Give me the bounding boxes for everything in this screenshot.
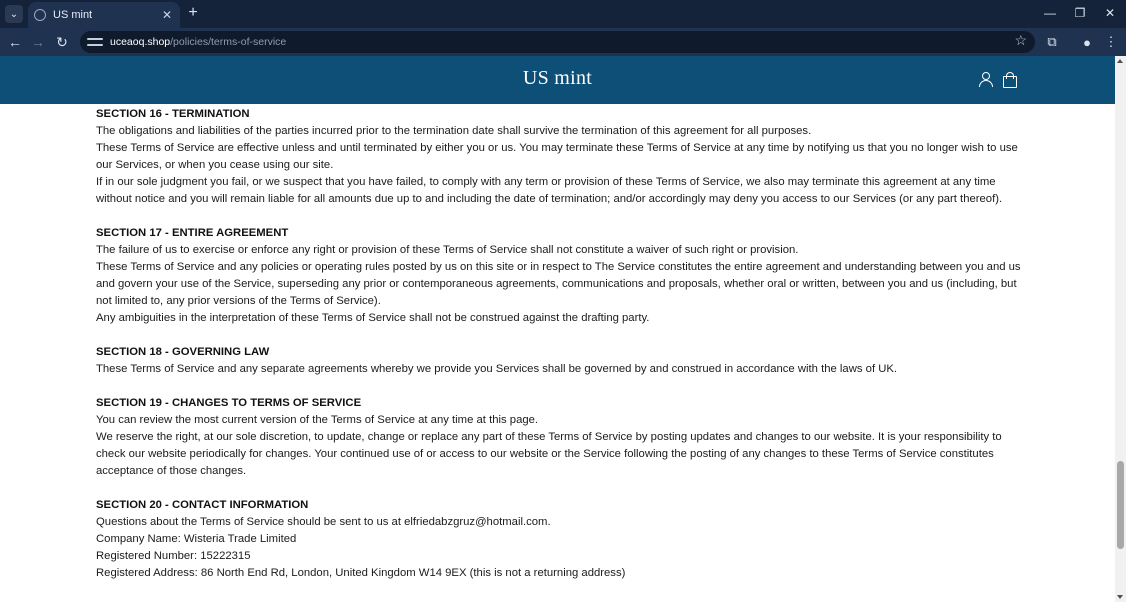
tab-search-icon[interactable]: ⌄ [5, 5, 23, 23]
profile-icon[interactable]: ● [1083, 34, 1091, 50]
section-changes-to-terms [96, 395, 1026, 480]
section-termination [96, 106, 1026, 208]
address-bar[interactable] [80, 31, 1035, 53]
forward-arrow-icon[interactable]: → [31, 34, 45, 50]
section-paragraph: These Terms of Service and any policies or operating rules posted by us on this site or in respect to The Service constitutes the entire agreement and understanding between you and us and govern your use of the Service, superseding any prior or contemporaneous agreements, communications and proposals, whether oral or written, between you and us (including, but not limited to, any prior versions of the Terms of Service). [96, 261, 1021, 307]
section-paragraph: Registered Address: 86 North End Rd, London, United Kingdom W14 9EX (this is not a returning address) [96, 567, 626, 579]
cart-bag-icon[interactable] [1002, 72, 1018, 88]
section-paragraph: The failure of us to exercise or enforce any right or provision of these Terms of Service shall not constitute a waiver of such right or provision. [96, 244, 799, 256]
section-paragraph: These Terms of Service are effective unless and until terminated by either you or us. You may terminate these Terms of Service at any time by notifying us that you no longer wish to use our Services, or when you cease using our site. [96, 142, 1018, 171]
section-heading: SECTION 19 - CHANGES TO TERMS OF SERVICE [96, 397, 362, 409]
section-heading: SECTION 16 - TERMINATION [96, 108, 250, 120]
window-close-icon[interactable]: ✕ [1104, 6, 1116, 20]
section-paragraph: Questions about the Terms of Service should be sent to us at elfriedabzgruz@hotmail.com. [96, 516, 551, 528]
extensions-icon[interactable]: ⧉ [1047, 34, 1057, 49]
section-paragraph: If in our sole judgment you fail, or we suspect that you have failed, to comply with any term or provision of these Terms of Service, we also may terminate this agreement at any time without notice and you will remain liable for all amounts due up to and including the date of termination; and/or accordingly may deny you access to our Services (or any part thereof). [96, 176, 1003, 205]
section-paragraph: Company Name: Wisteria Trade Limited [96, 533, 297, 545]
section-heading: SECTION 18 - GOVERNING LAW [96, 346, 270, 358]
url-path: /policies/terms-of-service [170, 36, 287, 48]
menu-kebab-icon[interactable]: ⋮ [1104, 34, 1118, 49]
section-paragraph: Registered Number: 15222315 [96, 550, 251, 562]
browser-toolbar [0, 28, 1126, 56]
scrollbar-thumb[interactable] [1117, 461, 1124, 549]
back-arrow-icon[interactable]: ← [8, 34, 22, 50]
reload-icon[interactable]: ↻ [56, 33, 68, 50]
tab-strip [0, 0, 1126, 28]
site-header [0, 56, 1115, 104]
section-paragraph: These Terms of Service and any separate agreements whereby we provide you Services shall be governed by and construed in accordance with the laws of UK. [96, 363, 898, 375]
section-contact-information [96, 497, 1026, 582]
section-heading: SECTION 17 - ENTIRE AGREEMENT [96, 227, 289, 239]
scroll-up-icon[interactable] [1117, 59, 1123, 63]
close-icon[interactable]: ✕ [161, 8, 173, 22]
section-heading: SECTION 20 - CONTACT INFORMATION [96, 499, 309, 511]
star-icon[interactable]: ☆ [1014, 32, 1027, 48]
section-paragraph: You can review the most current version of the Terms of Service at any time at this page. [96, 414, 539, 426]
section-governing-law [96, 344, 1026, 378]
section-entire-agreement [96, 225, 1026, 327]
terms-content [96, 106, 1026, 599]
url-text [110, 36, 286, 48]
section-paragraph: The obligations and liabilities of the parties incurred prior to the termination date shall survive the termination of this agreement for all purposes. [96, 125, 812, 137]
section-paragraph: Any ambiguities in the interpretation of these Terms of Service shall not be construed against the drafting party. [96, 312, 650, 324]
url-domain: uceaoq.shop [110, 36, 171, 48]
page-scrollbar[interactable] [1115, 56, 1126, 602]
browser-tab[interactable] [28, 2, 180, 28]
globe-icon [34, 9, 46, 21]
plus-icon[interactable]: + [188, 4, 198, 21]
tab-title: US mint [53, 9, 93, 21]
restore-icon[interactable]: ❐ [1074, 6, 1086, 20]
scroll-down-icon[interactable] [1117, 595, 1123, 599]
site-logo[interactable]: US mint [522, 67, 593, 89]
site-info-icon[interactable] [87, 36, 103, 48]
account-icon[interactable] [978, 72, 994, 88]
section-paragraph: We reserve the right, at our sole discretion, to update, change or replace any part of these Terms of Service by posting updates and changes to our website. It is your responsibility to check our website periodically for changes. Your continued use of or access to our website or the Service following the posting of any changes to these Terms of Service constitutes acceptance of those changes. [96, 431, 1002, 477]
minimize-icon[interactable]: — [1044, 6, 1056, 20]
